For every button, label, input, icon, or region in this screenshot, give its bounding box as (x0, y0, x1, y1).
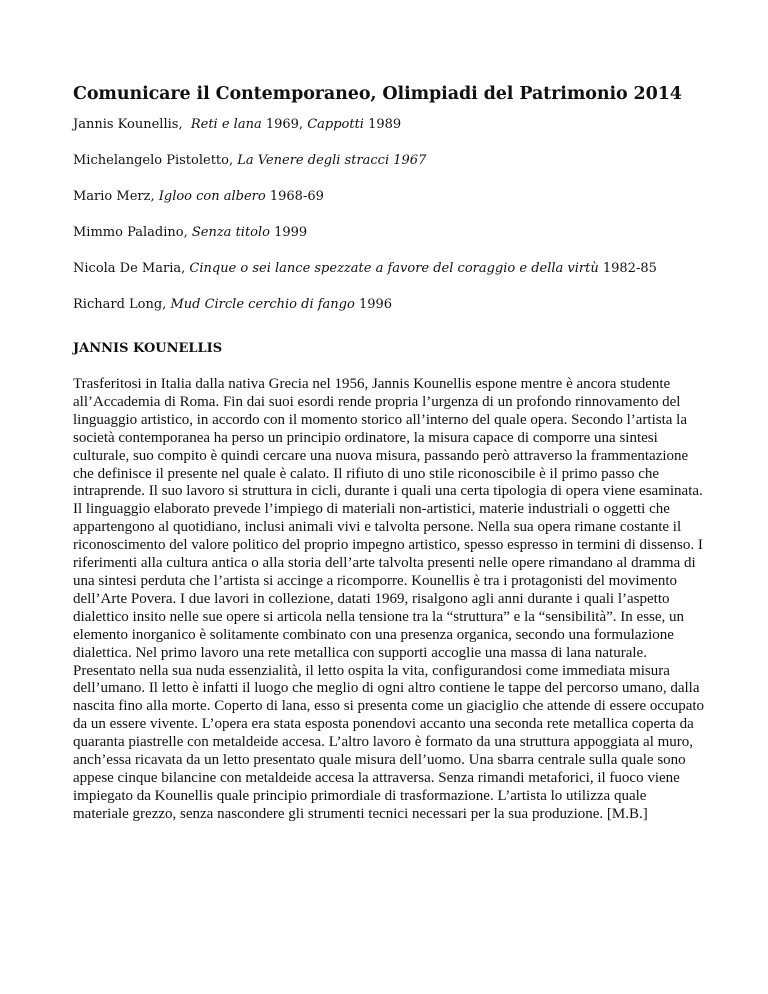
work-entry-long (73, 297, 705, 313)
document-page (73, 84, 705, 824)
work-artist: Richard Long, (73, 297, 171, 312)
work-title: Reti e lana (190, 117, 262, 132)
work-year: 1999 (269, 225, 308, 240)
work-title-2: Cappotti (307, 117, 364, 132)
work-entry-pistoletto (73, 153, 705, 169)
section-heading: JANNIS KOUNELLIS (73, 341, 223, 356)
work-year: 1982-85 (598, 261, 657, 276)
work-artist: Mario Merz, (73, 189, 159, 204)
body-paragraph: Trasferitosi in Italia dalla nativa Grecia nel 1956, Jannis Kounellis espone mentre è ancora studente all’Accademia di Roma. Fin dai suoi esordi rende propria l’urgenza di un profondo rinnovamento del linguaggio artistico, in accordo con il momento storico all’interno del quale opera. Secondo l’artista la società contemporanea ha perso un principio ordinatore, la misura capace di comporre una sintesi culturale, suo compito è quindi cercare una nuova misura, passando però attraverso la frammentazione che definisce il presente nel quale è calato. Il rifiuto di uno stile riconoscibile è il primo passo che intraprende. Il suo lavoro si struttura in cicli, durante i quali una certa tipologia di opera viene esaminata. Il linguaggio elaborato prevede l’impiego di materiali non-artistici, materie industriali o oggetti che appartengono al quotidiano, inclusi animali vivi e talvolta persone. Nella sua opera rimane costante il riconoscimento del valore politico del proprio impegno artistico, spesso espresso in termini di dissenso. I riferimenti alla cultura antica o alla storia dell’arte talvolta presenti nelle opere rimandano al dramma di una sintesi perduta che l’artista si accinge a ricomporre. Kounellis è tra i protagonisti del movimento dell’Arte Povera. I due lavori in collezione, datati 1969, risalgono agli anni durante i quali l’aspetto dialettico insito nelle sue opere si articola nella tensione tra la “struttura” e la “sensibilità”. In esse, un elemento inorganico è solitamente combinato con una presenza organica, secondo una formulazione dialettica. Nel primo lavoro una rete metallica con supporti accoglie una massa di lana naturale. Presentato nella sua nuda essenzialità, il letto ospita la vita, configurandosi come immediata misura dell’umano. Il letto è infatti il luogo che meglio di ogni altro contiene le tappe del percorso umano, dalla nascita fino alla morte. Coperto di lana, esso si presenta come un giaciglio che attende di essere occupato da un essere vivente. L’opera era stata esposta ponendovi accanto una seconda rete metallica coperta da quaranta piastrelle con metaldeide accesa. L’altro lavoro è formato da una struttura appoggiata al muro, anch’essa ricavata da un letto presentato quale misura dell’uomo. Una sbarra centrale sulla quale sono appese cinque bilancine con metaldeide accesa la attraversa. Senza rimandi metaforici, il fuoco viene impiegato da Kounellis quale principio primordiale di trasformazione. L’artista lo utilizza quale materiale grezzo, senza nascondere gli strumenti tecnici necessari per la sua produzione. [M.B.] (73, 376, 705, 822)
work-entry-kounellis (73, 117, 705, 133)
work-artist: Mimmo Paladino, (73, 225, 192, 240)
work-title: Igloo con albero (158, 189, 266, 204)
work-entry-merz (73, 189, 705, 205)
work-entry-paladino (73, 225, 705, 241)
work-year: 1968-69 (265, 189, 324, 204)
work-artist: Michelangelo Pistoletto, (73, 153, 238, 168)
works-list (73, 117, 705, 313)
work-year-2: 1989 (363, 117, 402, 132)
work-title: Cinque o sei lance spezzate a favore del coraggio e della virtù (189, 261, 599, 276)
work-title: Mud Circle cerchio di fango (170, 297, 355, 312)
work-year: 1969, (261, 117, 308, 132)
document-title: Comunicare il Contemporaneo, Olimpiadi del Patrimonio 2014 (73, 84, 682, 104)
work-title: Senza titolo (191, 225, 270, 240)
work-artist: Jannis Kounellis, (73, 117, 183, 132)
work-year: 1996 (354, 297, 393, 312)
work-entry-de-maria (73, 261, 705, 277)
work-title: La Venere degli stracci 1967 (237, 153, 427, 168)
work-artist: Nicola De Maria, (73, 261, 190, 276)
